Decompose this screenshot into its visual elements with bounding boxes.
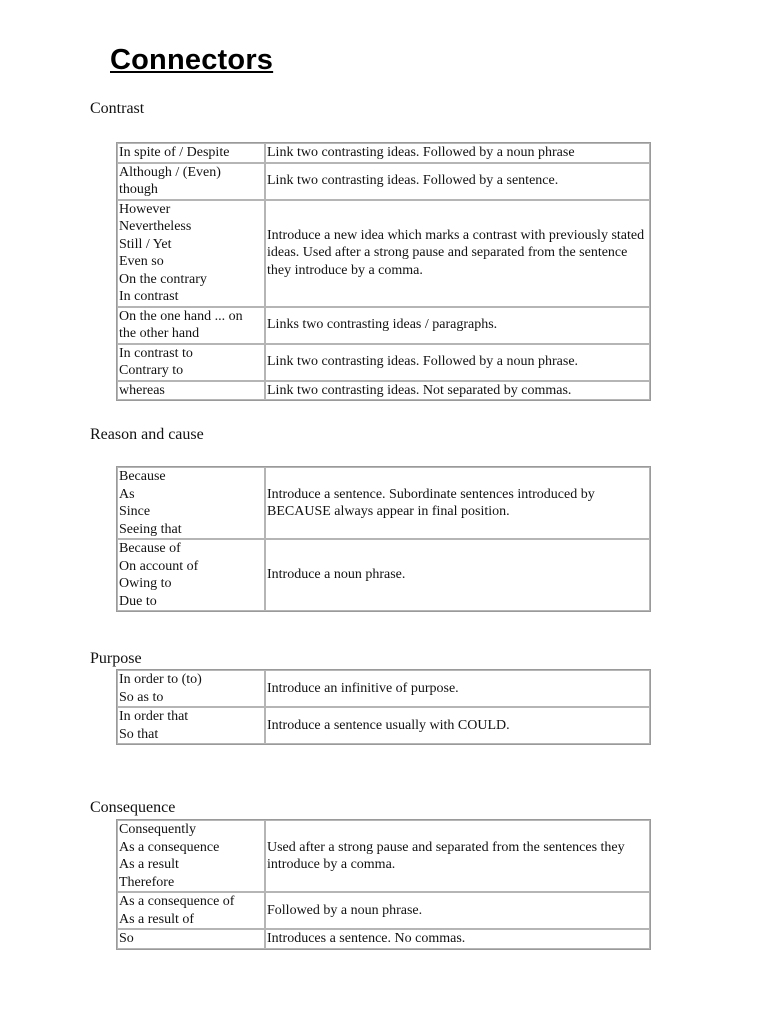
term: Because of [119, 541, 181, 556]
purpose-table [116, 669, 651, 745]
term: As a result [119, 857, 179, 872]
description: Introduces a sentence. No commas. [267, 931, 466, 946]
description-cell [265, 467, 650, 539]
term: On account of [119, 558, 199, 574]
term: though [119, 182, 158, 197]
term-cell [117, 670, 265, 707]
term: In contrast [119, 289, 179, 304]
table-row [117, 143, 650, 163]
description: Link two contrasting ideas. Not separated by commas. [267, 382, 572, 398]
table-row [117, 929, 650, 949]
description-cell [265, 707, 650, 744]
term: Contrary to [119, 363, 184, 378]
term-cell [117, 381, 265, 401]
description-cell [265, 200, 650, 307]
term-cell [117, 307, 265, 344]
term: In spite of / Despite [119, 145, 230, 160]
term: Still / Yet [119, 236, 172, 252]
term: As a consequence of [119, 894, 235, 909]
description: Links two contrasting ideas / paragraphs. [267, 317, 498, 333]
description: Introduce a sentence usually with COULD. [267, 717, 510, 733]
term: Since [119, 504, 151, 519]
table-row [117, 670, 650, 707]
term: On the contrary [119, 271, 207, 287]
term-cell [117, 539, 265, 611]
table-row [117, 200, 650, 307]
term: Although / (Even) [119, 164, 221, 180]
term: the other hand [119, 326, 200, 341]
consequence-table [116, 819, 651, 950]
term: As [119, 486, 135, 502]
description-cell [265, 381, 650, 401]
term: Nevertheless [119, 219, 192, 234]
term: Even so [119, 254, 164, 269]
description: Used after a strong pause and separated from the sentences they introduce by a comma. [267, 839, 625, 872]
term-cell [117, 467, 265, 539]
table-row [117, 539, 650, 611]
term: Consequently [119, 822, 196, 837]
description: Link two contrasting ideas. Followed by a noun phrase [267, 145, 575, 160]
description-cell [265, 892, 650, 929]
page-title: Connectors [110, 44, 274, 76]
description: Introduce a sentence. Subordinate sentences introduced by BECAUSE always appear in final position. [267, 486, 595, 519]
description: Introduce a noun phrase. [267, 567, 406, 583]
term-cell [117, 344, 265, 381]
table-row [117, 467, 650, 539]
term-cell [117, 820, 265, 892]
term: So that [119, 726, 159, 742]
table-row [117, 707, 650, 744]
reason-table [116, 466, 651, 612]
description: Link two contrasting ideas. Followed by a sentence. [267, 173, 559, 189]
term: In order that [119, 709, 189, 724]
description-cell [265, 163, 650, 200]
description-cell [265, 670, 650, 707]
term: On the one hand ... on [119, 308, 243, 324]
term: As a consequence [119, 839, 220, 855]
term: However [119, 201, 171, 217]
table-row [117, 344, 650, 381]
description: Introduce a new idea which marks a contrast with previously stated ideas. Used after a strong pause and separated from the sentence they introduce by a comma. [267, 227, 645, 278]
term-cell [117, 200, 265, 307]
table-row [117, 820, 650, 892]
description: Introduce an infinitive of purpose. [267, 680, 459, 696]
term: So as to [119, 689, 164, 705]
section-heading-consequence: Consequence [90, 799, 176, 816]
description: Link two contrasting ideas. Followed by a noun phrase. [267, 354, 579, 370]
term-cell [117, 892, 265, 929]
term: Due to [119, 593, 157, 609]
term-cell [117, 707, 265, 744]
term: In order to (to) [119, 672, 202, 687]
term: In contrast to [119, 345, 193, 361]
description-cell [265, 929, 650, 949]
section-heading-contrast: Contrast [90, 100, 145, 117]
table-row [117, 381, 650, 401]
term: Because [119, 469, 166, 484]
table-row [117, 307, 650, 344]
section-heading-purpose: Purpose [90, 650, 142, 667]
term: Owing to [119, 576, 172, 591]
section-heading-reason: Reason and cause [90, 426, 204, 443]
term: Therefore [119, 874, 175, 890]
table-row [117, 163, 650, 200]
description-cell [265, 344, 650, 381]
term-cell [117, 143, 265, 163]
description-cell [265, 820, 650, 892]
description-cell [265, 143, 650, 163]
term-cell [117, 929, 265, 949]
term: whereas [119, 382, 165, 398]
term: As a result of [119, 911, 195, 927]
description-cell [265, 307, 650, 344]
description: Followed by a noun phrase. [267, 902, 423, 918]
description-cell [265, 539, 650, 611]
term: Seeing that [119, 521, 182, 537]
table-row [117, 892, 650, 929]
term: So [119, 931, 134, 946]
contrast-table [116, 142, 651, 401]
term-cell [117, 163, 265, 200]
